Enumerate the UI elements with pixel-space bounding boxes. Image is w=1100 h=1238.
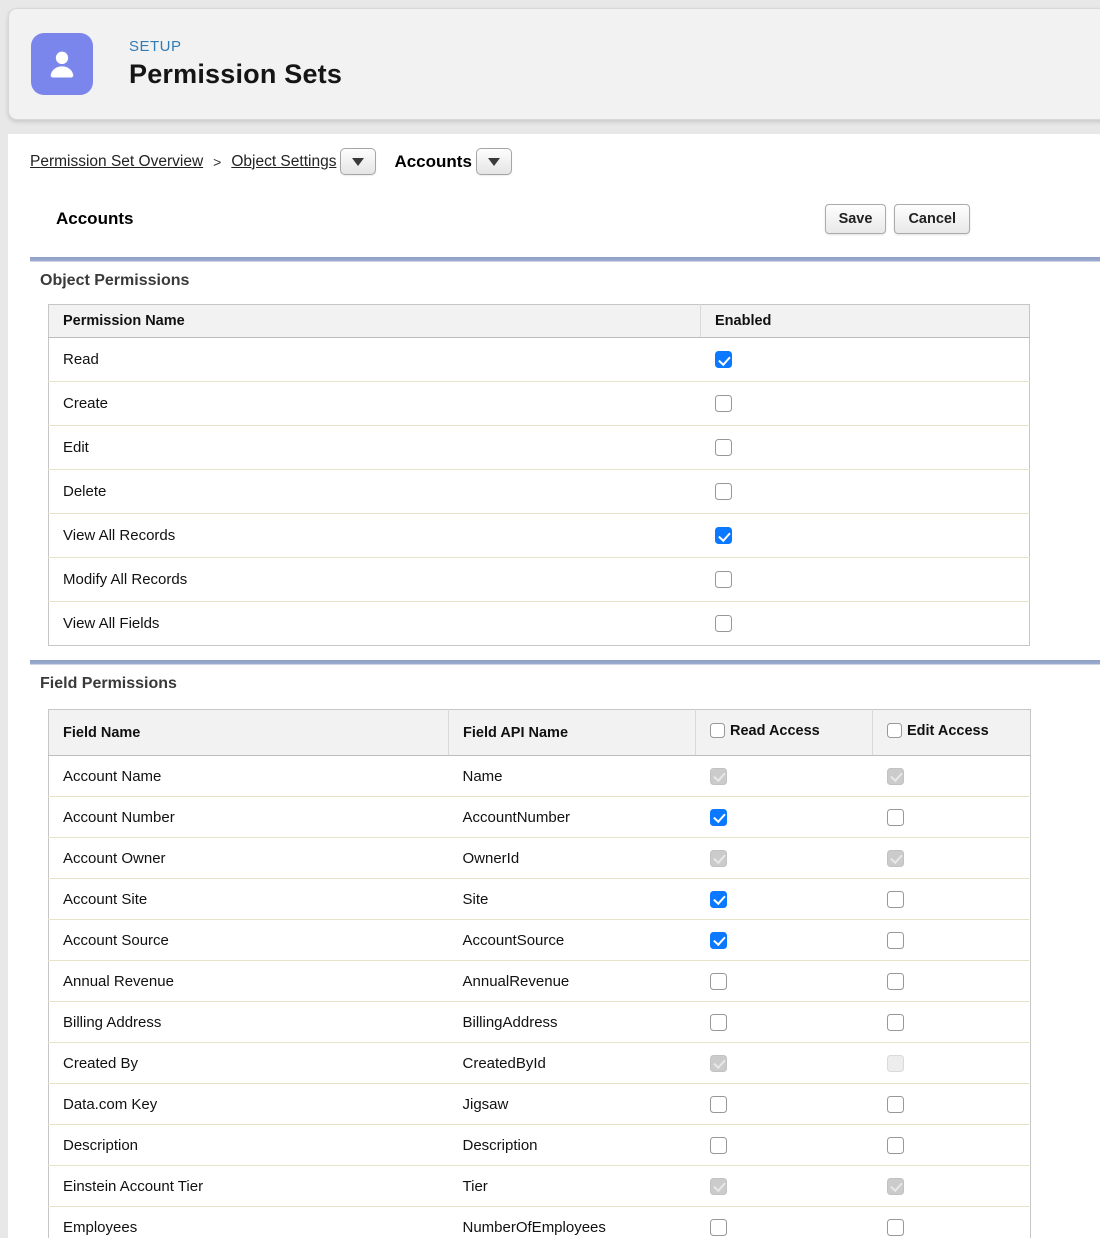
table-row bbox=[49, 1166, 1031, 1207]
edit-access-checkbox[interactable] bbox=[887, 891, 904, 908]
chevron-down-icon bbox=[488, 158, 500, 166]
field-api-name-cell: AccountNumber bbox=[449, 797, 696, 838]
column-header-field-name: Field Name bbox=[49, 710, 449, 756]
setup-eyebrow: SETUP bbox=[129, 38, 182, 55]
edit-access-checkbox[interactable] bbox=[887, 1096, 904, 1113]
field-name-cell: Account Site bbox=[49, 879, 449, 920]
edit-access-checkbox[interactable] bbox=[887, 932, 904, 949]
table-row bbox=[49, 470, 1030, 514]
read-access-checkbox[interactable] bbox=[710, 1137, 727, 1154]
field-name-cell: Billing Address bbox=[49, 1002, 449, 1043]
field-api-name-cell: Name bbox=[449, 756, 696, 797]
entity-dropdown-button[interactable] bbox=[476, 148, 512, 175]
column-header-permission-name: Permission Name bbox=[49, 305, 701, 338]
table-row bbox=[49, 514, 1030, 558]
read-access-checkbox[interactable] bbox=[710, 1219, 727, 1236]
field-api-name-cell: Description bbox=[449, 1125, 696, 1166]
chevron-down-icon bbox=[352, 158, 364, 166]
table-row bbox=[49, 382, 1030, 426]
table-row bbox=[49, 558, 1030, 602]
page-title: Accounts bbox=[56, 209, 134, 228]
enabled-checkbox[interactable] bbox=[715, 483, 732, 500]
permission-name-cell: Delete bbox=[49, 470, 701, 514]
column-header-read-access: Read Access bbox=[730, 722, 820, 739]
field-name-cell: Description bbox=[49, 1125, 449, 1166]
cancel-button[interactable]: Cancel bbox=[894, 204, 970, 234]
enabled-checkbox[interactable] bbox=[715, 351, 732, 368]
column-header-edit-access: Edit Access bbox=[907, 722, 989, 739]
field-api-name-cell: NumberOfEmployees bbox=[462, 1218, 606, 1236]
read-access-select-all-checkbox[interactable] bbox=[710, 723, 725, 738]
field-name-cell: Einstein Account Tier bbox=[49, 1166, 449, 1207]
setup-header-texts bbox=[129, 38, 342, 90]
edit-access-checkbox bbox=[887, 1055, 904, 1072]
user-icon-glyph bbox=[42, 44, 82, 84]
field-name-cell: Account Name bbox=[49, 756, 449, 797]
permission-name-cell: Read bbox=[49, 338, 701, 382]
read-access-checkbox bbox=[710, 1055, 727, 1072]
field-api-name-cell: AccountSource bbox=[449, 920, 696, 961]
breadcrumb-object-settings-link[interactable]: Object Settings bbox=[231, 152, 337, 170]
field-api-name-cell: Jigsaw bbox=[449, 1084, 696, 1125]
read-access-checkbox[interactable] bbox=[710, 891, 727, 908]
column-header-enabled: Enabled bbox=[701, 305, 1030, 338]
read-access-checkbox bbox=[710, 850, 727, 867]
field-api-name-cell: AnnualRevenue bbox=[449, 961, 696, 1002]
permission-name-cell: View All Records bbox=[49, 514, 701, 558]
section-divider bbox=[30, 257, 1100, 262]
object-permissions-title: Object Permissions bbox=[40, 272, 190, 289]
field-name-cell: Employees bbox=[63, 1218, 138, 1236]
field-api-name-cell: BillingAddress bbox=[449, 1002, 696, 1043]
read-access-checkbox[interactable] bbox=[710, 973, 727, 990]
edit-access-checkbox bbox=[887, 850, 904, 867]
enabled-checkbox[interactable] bbox=[715, 439, 732, 456]
table-row bbox=[49, 602, 1030, 646]
table-row bbox=[49, 1043, 1031, 1084]
setup-header-card bbox=[8, 8, 1100, 120]
edit-access-checkbox[interactable] bbox=[887, 1014, 904, 1031]
permission-name-cell: View All Fields bbox=[63, 615, 160, 632]
read-access-checkbox[interactable] bbox=[710, 932, 727, 949]
read-access-checkbox[interactable] bbox=[710, 809, 727, 826]
section-divider bbox=[30, 660, 1100, 665]
table-row bbox=[49, 756, 1031, 797]
table-row bbox=[49, 920, 1031, 961]
field-name-cell: Account Number bbox=[49, 797, 449, 838]
table-row bbox=[49, 879, 1031, 920]
field-name-cell: Account Source bbox=[49, 920, 449, 961]
permission-name-cell: Create bbox=[49, 382, 701, 426]
enabled-checkbox[interactable] bbox=[715, 395, 732, 412]
breadcrumb-permission-set-overview-link[interactable]: Permission Set Overview bbox=[30, 152, 204, 170]
breadcrumb bbox=[30, 148, 1100, 175]
table-row bbox=[49, 426, 1030, 470]
column-header-field-api-name: Field API Name bbox=[449, 710, 696, 756]
page-app-title: Permission Sets bbox=[129, 59, 343, 89]
content-panel bbox=[8, 134, 1100, 1238]
object-permissions-table bbox=[48, 304, 1030, 646]
field-api-name-cell: CreatedById bbox=[449, 1043, 696, 1084]
read-access-checkbox[interactable] bbox=[710, 1014, 727, 1031]
permission-name-cell: Edit bbox=[49, 426, 701, 470]
field-api-name-cell: Site bbox=[449, 879, 696, 920]
table-row bbox=[49, 1084, 1031, 1125]
table-row bbox=[49, 1125, 1031, 1166]
edit-access-checkbox[interactable] bbox=[887, 1219, 904, 1236]
user-icon bbox=[31, 33, 93, 95]
save-button[interactable]: Save bbox=[825, 204, 887, 234]
field-api-name-cell: Tier bbox=[449, 1166, 696, 1207]
enabled-checkbox[interactable] bbox=[715, 615, 732, 632]
field-permissions-title: Field Permissions bbox=[40, 675, 177, 692]
breadcrumb-current-entity: Accounts bbox=[394, 151, 472, 171]
read-access-checkbox bbox=[710, 1178, 727, 1195]
edit-access-checkbox[interactable] bbox=[887, 973, 904, 990]
table-row bbox=[49, 838, 1031, 879]
edit-access-checkbox[interactable] bbox=[887, 1137, 904, 1154]
edit-access-checkbox[interactable] bbox=[887, 809, 904, 826]
field-name-cell: Created By bbox=[49, 1043, 449, 1084]
field-permissions-header bbox=[49, 710, 1031, 756]
enabled-checkbox[interactable] bbox=[715, 571, 732, 588]
breadcrumb-separator: > bbox=[213, 153, 222, 170]
table-row bbox=[49, 961, 1031, 1002]
edit-access-checkbox bbox=[887, 768, 904, 785]
page-heading-row bbox=[56, 201, 970, 237]
field-name-cell: Data.com Key bbox=[49, 1084, 449, 1125]
read-access-checkbox[interactable] bbox=[710, 1096, 727, 1113]
field-name-cell: Annual Revenue bbox=[49, 961, 449, 1002]
object-permissions-header bbox=[49, 305, 1030, 338]
permission-name-cell: Modify All Records bbox=[49, 558, 701, 602]
table-row bbox=[49, 338, 1030, 382]
edit-access-select-all-checkbox[interactable] bbox=[887, 723, 902, 738]
object-settings-dropdown-button[interactable] bbox=[340, 148, 376, 175]
table-row bbox=[49, 797, 1031, 838]
field-api-name-cell: OwnerId bbox=[449, 838, 696, 879]
field-permissions-table bbox=[48, 709, 1031, 1238]
enabled-checkbox[interactable] bbox=[715, 527, 732, 544]
edit-access-checkbox bbox=[887, 1178, 904, 1195]
table-row bbox=[49, 1207, 1031, 1238]
table-row bbox=[49, 1002, 1031, 1043]
field-name-cell: Account Owner bbox=[49, 838, 449, 879]
read-access-checkbox bbox=[710, 768, 727, 785]
action-buttons bbox=[825, 204, 970, 234]
